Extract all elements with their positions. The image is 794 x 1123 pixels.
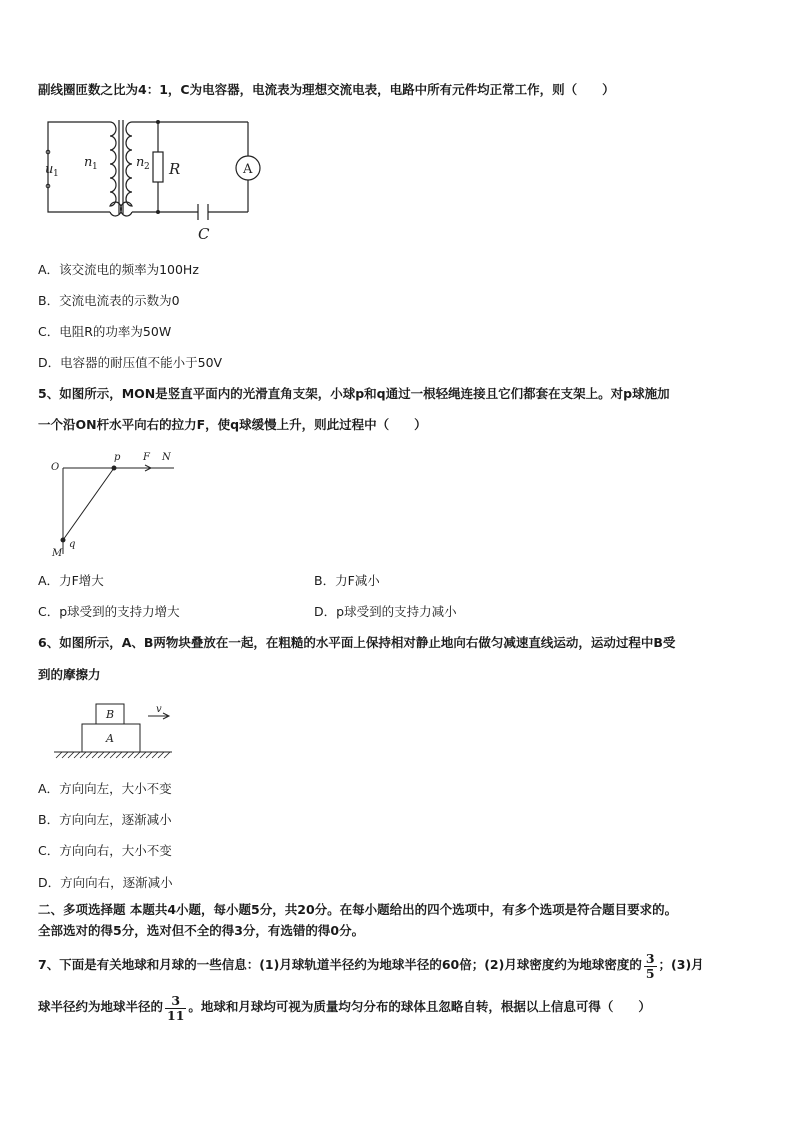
q6-option-d: D．方向向右，逐渐减小	[38, 875, 173, 890]
q6-figure	[52, 700, 192, 766]
label-p: p	[114, 452, 121, 463]
q4-stem: 副线圈匝数之比为4：1，C为电容器，电流表为理想交流电表，电路中所有元件均正常工作，则（ ）	[38, 82, 615, 97]
label-B: B	[106, 708, 115, 721]
q6-option-c: C．方向向右，大小不变	[38, 843, 172, 858]
q4-option-a: A．该交流电的频率为100Hz	[38, 262, 199, 277]
q4-option-d: D．电容器的耐压值不能小于50V	[38, 355, 223, 370]
label-A: A	[243, 162, 253, 177]
q5-option-a: A．力F增大	[38, 573, 104, 588]
label-n2: n	[136, 155, 145, 170]
q7-line2: 球半径约为地球半径的 $\frac{3}{11}$ 。地球和月球均可视为质量均匀分布的球体且忽略自转，根据以上信息可得（ ）	[38, 993, 651, 1023]
q5-line1: 5、如图所示，MON是竖直平面内的光滑直角支架，小球p和q通过一根轻绳连接且它们都套在支架上。对p球施加	[38, 386, 670, 401]
q5-figure	[46, 448, 186, 560]
label-M: M	[52, 548, 63, 559]
q6-option-a: A．方向向左，大小不变	[38, 781, 172, 796]
label-q: q	[69, 539, 76, 550]
label-n1-sub: 1	[92, 162, 98, 172]
q5-option-b: B．力F减小	[314, 573, 380, 588]
label-F: F	[143, 452, 150, 463]
q5-option-d: D．p球受到的支持力减小	[314, 604, 457, 619]
label-u-sub: 1	[53, 169, 59, 179]
q6-line2: 到的摩擦力	[38, 667, 101, 682]
q5-option-c: C．p球受到的支持力增大	[38, 604, 180, 619]
label-C: C	[198, 225, 210, 243]
fraction-3-5: $\frac{3}{5}$	[645, 951, 655, 981]
label-A: A	[106, 732, 114, 745]
q6-option-b: B．方向向左，逐渐减小	[38, 812, 172, 827]
section2-line1: 二、多项选择题 本题共4小题，每小题5分，共20分。在每小题给出的四个选项中，有多个选项是符合题目要求的。	[38, 902, 678, 917]
fraction-3-11: $\frac{3}{11}$	[167, 993, 185, 1023]
q4-option-b: B．交流电流表的示数为0	[38, 293, 180, 308]
q4-circuit-figure	[40, 112, 270, 244]
label-u: u	[45, 162, 54, 177]
label-n1: n	[84, 155, 93, 170]
label-R: R	[169, 160, 181, 178]
q6-line1: 6、如图所示，A、B两物块叠放在一起，在粗糙的水平面上保持相对静止地向右做匀减速直线运动，运动过程中B受	[38, 635, 676, 650]
q4-option-c: C．电阻R的功率为50W	[38, 324, 172, 339]
label-N: N	[162, 452, 171, 463]
section2-line2: 全部选对的得5分，选对但不全的得3分，有选错的得0分。	[38, 923, 365, 938]
label-n2-sub: 2	[144, 162, 150, 172]
label-v: v	[156, 704, 162, 715]
q5-line2: 一个沿ON杆水平向右的拉力F，使q球缓慢上升，则此过程中（ ）	[38, 417, 427, 432]
label-O: O	[51, 462, 60, 473]
q7-line1: 7、下面是有关地球和月球的一些信息：(1)月球轨道半径约为地球半径的60倍；(2)月球密度约为地球密度的 $\frac{3}{5}$ ；(3)月	[38, 951, 704, 981]
